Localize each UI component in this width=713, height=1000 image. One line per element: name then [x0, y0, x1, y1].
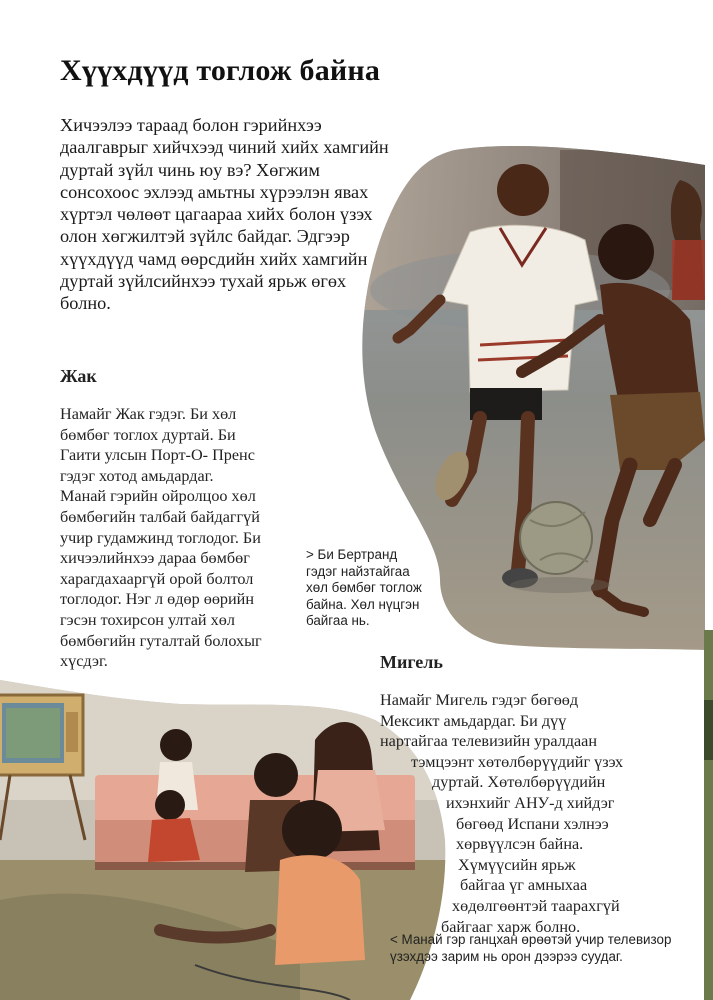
bertrand-head	[598, 224, 654, 280]
jack-line: хүсдэг.	[60, 652, 108, 671]
caption-line: байна. Хөл нүцгэн	[306, 596, 420, 612]
miguel-line: байгаа үг амныхаа	[460, 876, 588, 895]
jack-line: хичээлийнхээ дараа бөмбөг	[60, 549, 250, 568]
caption-line: > Би Бертранд	[306, 547, 398, 562]
miguel-line: хөрвүүлсэн байна.	[456, 835, 584, 854]
miguel-line: ихэнхийг АНУ-д хийдэг	[446, 793, 615, 812]
jack-heading: Жак	[60, 366, 97, 386]
intro-paragraph: Хичээлээ тараад болон гэрийнхээ даалгаврыг хийчхээд чиний хийх хамгийн дуртай зүйл чинь юу вэ? Хөгжим сонсохоос эхлээд амьтны хүрээлэн явах хүртэл чөлөөт цагаараа хийх болон үзэх олон хөгжилтэй зүйлс байдаг. Эдгээр хүүхдүүд чамд өөрсдийн хийх хамгийн дуртай зүйлсийнхээ тухай ярьж өгөх болно.	[60, 115, 389, 314]
caption-line: үзэхдээ зарим нь орон дээрээ суудаг.	[390, 948, 623, 964]
caption-line: байгаа нь.	[306, 613, 370, 628]
miguel-line: дуртай. Хөтөлбөрүүдийн	[432, 773, 606, 792]
jack-line: бөмбөгийн талбай байдаггүй	[60, 507, 260, 526]
jack-line: бөмбөг тоглох дуртай. Би	[60, 425, 236, 444]
jack-line: тоглодог. Нэг л өдөр өөрийн	[60, 590, 254, 609]
jack-line: Гаити улсын Порт-О- Пренс	[60, 446, 255, 465]
miguel-line: Намайг Мигель гэдэг бөгөөд	[380, 691, 579, 709]
jack-head	[497, 164, 549, 216]
tv-photo-caption	[390, 932, 671, 965]
caption-line: гэдэг найзтайгаа	[306, 563, 410, 579]
jack-line: Намайг Жак гэдэг. Би хөл	[60, 405, 237, 423]
jack-paragraph	[60, 404, 262, 672]
jack-line: учир гудамжинд тоглодог. Би	[60, 528, 261, 547]
jack-line: гэдэг хотод амьдардаг.	[60, 466, 214, 485]
miguel-line: тэмцээнт хөтөлбөрүүдийг үзэх	[411, 752, 624, 771]
soccer-photo-caption	[306, 547, 422, 630]
miguel-line: Мексикт амьдардаг. Би дүү	[380, 711, 567, 730]
miguel-line: Хүмүүсийн ярьж	[458, 855, 576, 874]
caption-line: < Манай гэр ганцхан өрөөтэй учир телевизор	[390, 932, 672, 947]
caption-line: хөл бөмбөг тоглож	[306, 580, 422, 595]
miguel-heading: Мигель	[380, 652, 443, 672]
miguel-line: байгааг харж болно.	[441, 917, 581, 936]
jack-line: гэсэн тохирсон ултай хөл	[60, 610, 235, 629]
miguel-line: нартайгаа телевизийн уралдаан	[380, 732, 598, 751]
jack-line: харагдахааргүй орой болтол	[60, 569, 254, 588]
jack-line: бөмбөгийн гуталтай болохыг	[60, 631, 262, 650]
page-title: Хүүхдүүд тоглож байна	[60, 54, 381, 87]
jack-line: Манай гэрийн ойролцоо хөл	[60, 487, 256, 506]
miguel-paragraph	[0, 690, 713, 937]
soccer-ball	[520, 502, 592, 574]
miguel-line: бөгөөд Испани хэлнээ	[456, 814, 609, 833]
miguel-line: хөдөлгөөнтэй таарахгүй	[452, 896, 620, 915]
